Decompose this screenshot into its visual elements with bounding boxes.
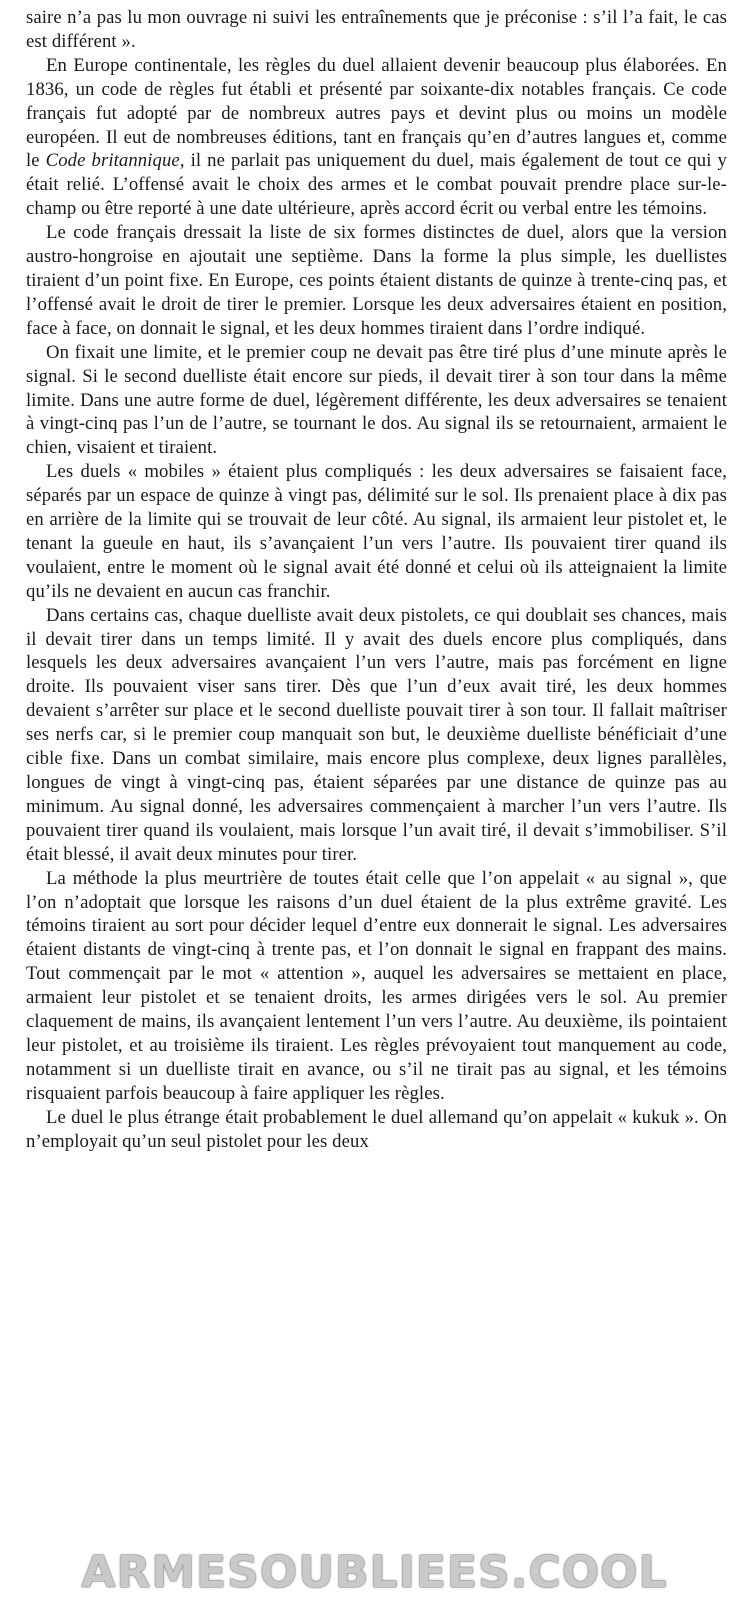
italic-title: Code britannique [45,150,180,172]
paragraph-text: , il ne parlait pas uniquement du duel, mais également de tout ce qui y était relié. L’offensé avait le choix des armes et le combat pouvait prendre place sur-le-champ ou être reporté à une date ultérieure, après accord écrit ou verbal entre les témoins. [26,150,727,220]
paragraph-six-forms: Le code français dressait la liste de six formes distinctes de duel, alors que la version austro-hongroise en ajoutait une septième. Dans la forme la plus simple, les duellistes tiraient d’un point fixe. En Europe, ces points étaient distants de quinze à trente-cinq pas, et l’offensé avait le droit de tirer le premier. Lorsque les deux adversaires étaient en position, face à face, on donnait le signal, et les deux hommes tiraient dans l’ordre indiqué. [26,222,727,339]
paragraph-continental-rules [26,54,727,221]
paragraph-au-signal: La méthode la plus meurtrière de toutes était celle que l’on appelait « au signal », que l’on n’adoptait que lorsque les raisons d’un duel étaient de la plus extrême gravité. Les témoins tiraient au sort pour décider lequel d’entre eux donnerait le signal. Les adversaires étaient distants de vingt-cinq à trente pas, et l’on donnait le signal en frappant des mains. Tout commençait par le mot « attention », auquel les adversaires se mettaient en place, armaient leur pistolet et se tenaient droits, les armes dirigées vers le sol. Au premier claquement de mains, ils avançaient lentement l’un vers l’autre. Au deuxième, ils pointaient leur pistolet, et au troisième ils tiraient. Les règles prévoyaient tout manquement au code, notamment si un duelliste tirait en avance, ou s’il ne tirait pas au signal, et les témoins risquaient parfois beaucoup à faire appliquer les règles. [26,867,727,1104]
site-watermark: ARMESOUBLIEES.COOL [81,1547,668,1598]
paragraph-two-pistols: Dans certains cas, chaque duelliste avait deux pistolets, ce qui doublait ses chances, mais il devait tirer dans un temps limité. Il y avait des duels encore plus compliqués, dans lesquels les deux adversaires avançaient l’un vers l’autre, mais pas forcément en ligne droite. Ils pouvaient viser sans tirer. Dès que l’un d’eux avait tiré, les deux hommes devaient s’arrêter sur place et le second duelliste pouvait tirer à son tour. Il fallait maîtriser ses nerfs car, si le premier coup manquait son but, le deuxième duelliste bénéficiait d’une cible fixe. Dans un combat similaire, mais encore plus complexe, deux lignes parallèles, longues de vingt à vingt-cinq pas, étaient séparées par une distance de quinze pas au minimum. Au signal donné, les adversaires commençaient à marcher l’un vers l’autre. Ils pouvaient tirer quand ils voulaient, mais lorsque l’un avait tiré, il devait s’immobiliser. S’il était blessé, il avait deux minutes pour tirer. [26,604,727,865]
paragraph-continuation: saire n’a pas lu mon ouvrage ni suivi les entraînements que je préconise : s’il l’a fait, le cas est différent ». [26,7,727,52]
body-text [26,6,727,1154]
paragraph-mobile-duels: Les duels « mobiles » étaient plus compliqués : les deux adversaires se faisaient face, séparés par un espace de quinze à vingt pas, délimité sur le sol. Ils prenaient place à dix pas en arrière de la limite qui se trouvait de leur côté. Au signal, ils armaient leur pistolet et, le tenant la gueule en haut, ils s’avançaient l’un vers l’autre. Ils pouvaient tirer quand ils voulaient, entre le moment où le signal avait été donné et celui où ils atteignaient la limite qu’ils ne devaient en aucun cas franchir. [26,461,727,602]
paragraph-text: En Europe continentale, les règles du duel allaient devenir beaucoup plus élaborées. En 1836, un code de règles fut établi et présenté par soixante-dix notables français. Ce code français fut adopté par de nombreux autres pays et devint plus ou moins un modèle européen. Il eut de nombreuses éditions, tant en français qu’en d’autres langues et, comme le [26,54,727,172]
paragraph-kukuk: Le duel le plus étrange était probablement le duel allemand qu’on appelait « kukuk ». On n’employait qu’un seul pistolet pour les deux [26,1106,727,1152]
paragraph-time-limit: On fixait une limite, et le premier coup ne devait pas être tiré plus d’une minute après le signal. Si le second duelliste était encore sur pieds, il devait tirer à son tour dans la même limite. Dans une autre forme de duel, légèrement différente, les deux adversaires se tenaient à vingt-cinq pas l’un de l’autre, se tournant le dos. Au signal ils se retournaient, armaient le chien, visaient et tiraient. [26,341,727,459]
